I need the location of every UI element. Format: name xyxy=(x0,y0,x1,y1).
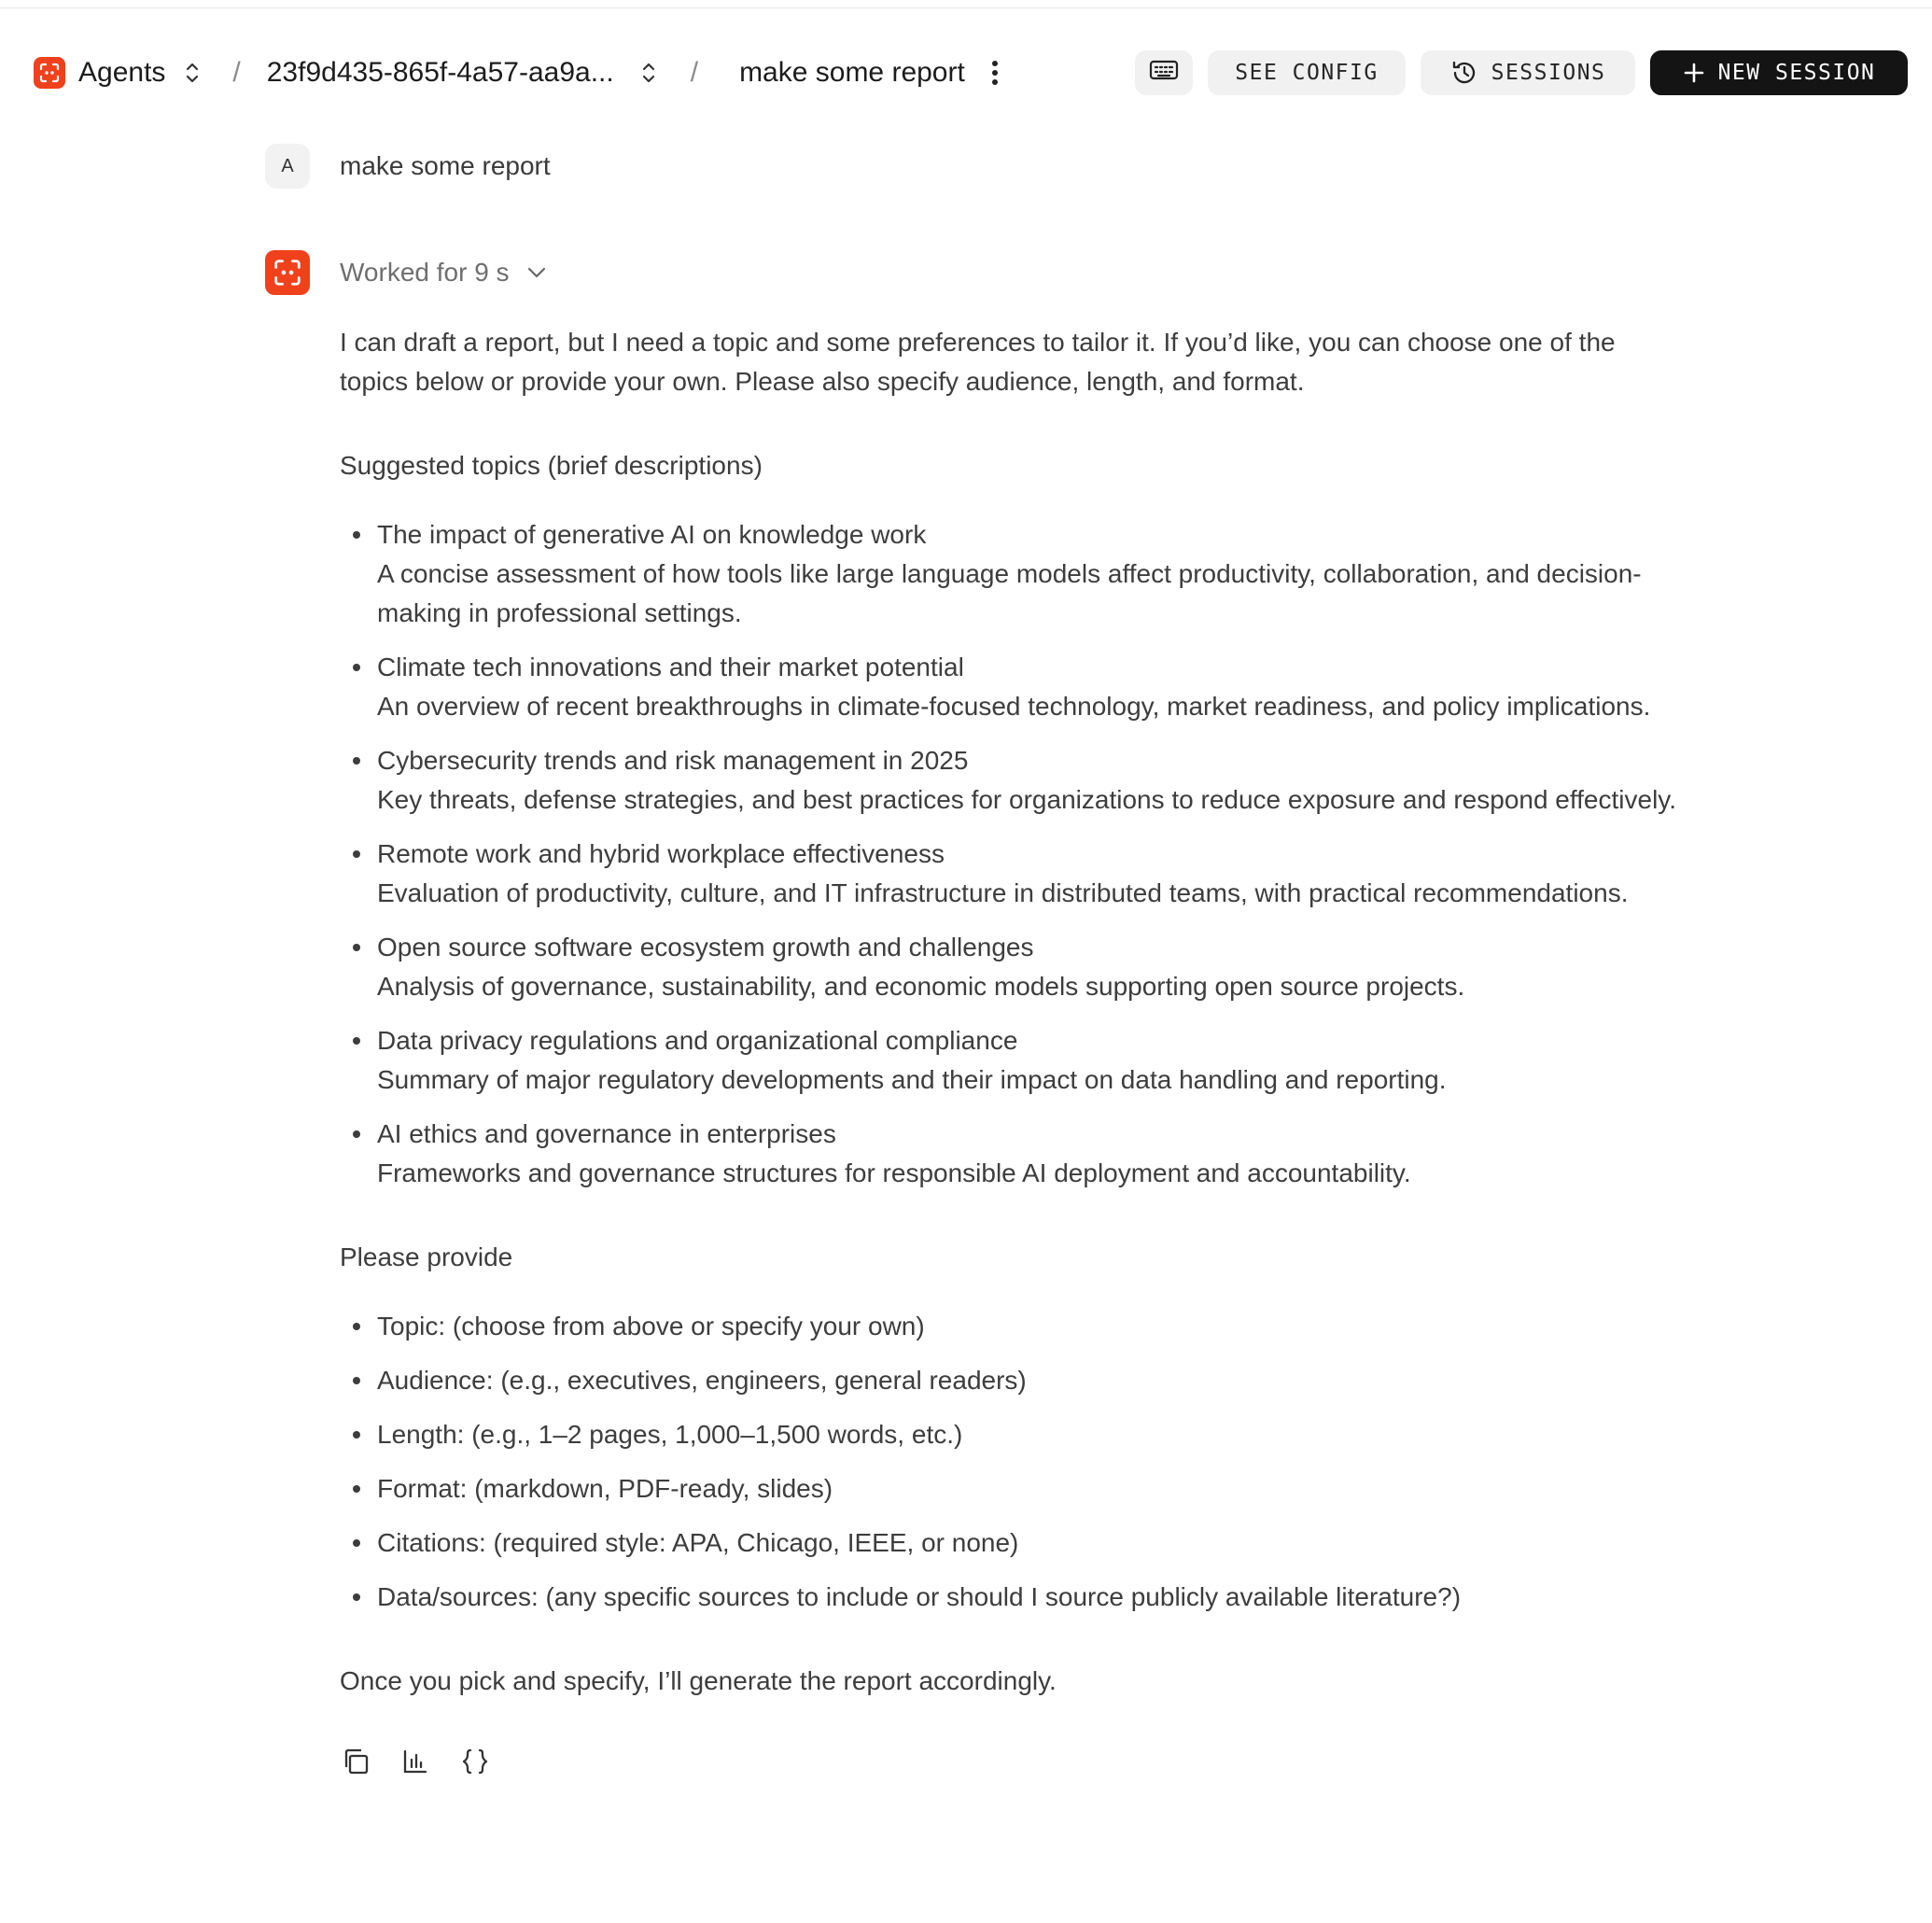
topic-title: Climate tech innovations and their market potential xyxy=(377,653,964,681)
keyboard-icon xyxy=(1149,59,1179,87)
worked-toggle[interactable] xyxy=(340,250,547,295)
see-config-button[interactable] xyxy=(1208,50,1406,95)
chevron-up-down-icon[interactable] xyxy=(178,54,206,91)
user-message: make some report xyxy=(340,151,551,180)
topic-title: Data privacy regulations and organizational compliance xyxy=(377,1026,1018,1055)
list-item: Format: (markdown, PDF-ready, slides) xyxy=(340,1469,1684,1509)
topic-description: A concise assessment of how tools like large language models affect productivity, collaboration, and decision-making in professional settings. xyxy=(377,559,1642,627)
topic-description: Analysis of governance, sustainability, and economic models supporting open source projects. xyxy=(377,972,1465,1001)
list-item xyxy=(340,835,1684,913)
assistant-avatar xyxy=(265,250,310,295)
sessions-button[interactable] xyxy=(1421,50,1635,95)
list-item: Topic: (choose from above or specify your own) xyxy=(340,1307,1684,1346)
top-divider xyxy=(0,7,1932,8)
top-bar xyxy=(0,43,1932,103)
suggested-topics-heading: Suggested topics (brief descriptions) xyxy=(340,451,763,480)
topic-title: AI ethics and governance in enterprises xyxy=(377,1119,836,1148)
header-actions xyxy=(1135,50,1908,95)
list-item: Citations: (required style: APA, Chicago, IEEE, or none) xyxy=(340,1523,1684,1563)
list-item xyxy=(340,515,1684,633)
list-item xyxy=(340,928,1684,1006)
intro-paragraph: I can draft a report, but I need a topic and some preferences to tailor it. If you’d like, you can choose one of the topics below or provide your own. Please also specify audience, length, and format. xyxy=(340,328,1616,396)
list-item xyxy=(340,741,1684,820)
stats-icon[interactable] xyxy=(399,1746,431,1777)
new-session-label: NEW SESSION xyxy=(1717,61,1876,85)
agent-logo-icon xyxy=(273,259,301,287)
sessions-label: SESSIONS xyxy=(1491,61,1606,85)
topic-description: Frameworks and governance structures for responsible AI deployment and accountability. xyxy=(377,1158,1411,1187)
breadcrumb-agents[interactable]: Agents xyxy=(78,57,166,88)
agent-logo-icon xyxy=(34,57,65,89)
breadcrumb-separator: / xyxy=(690,57,699,88)
topic-title: Cybersecurity trends and risk management in 2025 xyxy=(377,746,969,775)
topic-description: Evaluation of productivity, culture, and IT infrastructure in distributed teams, with practical recommendations. xyxy=(377,878,1629,907)
new-session-button[interactable] xyxy=(1650,50,1908,95)
copy-icon[interactable] xyxy=(340,1746,371,1777)
breadcrumb xyxy=(34,43,1004,103)
topic-description: Summary of major regulatory developments and their impact on data handling and reporting. xyxy=(377,1065,1447,1094)
breadcrumb-separator: / xyxy=(232,57,241,88)
topic-description: Key threats, defense strategies, and best practices for organizations to reduce exposure and respond effectively. xyxy=(377,785,1677,814)
list-item xyxy=(340,1115,1684,1193)
breadcrumb-session-title[interactable]: make some report xyxy=(739,57,965,88)
list-item: Data/sources: (any specific sources to include or should I source publicly available literature?) xyxy=(340,1578,1684,1617)
plus-icon xyxy=(1683,62,1705,84)
chevron-up-down-icon[interactable] xyxy=(635,54,663,91)
topics-list xyxy=(340,515,1684,1193)
see-config-label: SEE CONFIG xyxy=(1235,61,1379,85)
assistant-message xyxy=(340,323,1684,1777)
kebab-menu-icon[interactable] xyxy=(986,54,1004,91)
keyboard-shortcuts-button[interactable] xyxy=(1135,50,1193,95)
topic-description: An overview of recent breakthroughs in climate-focused technology, market readiness, and policy implications. xyxy=(377,692,1651,721)
chevron-down-icon xyxy=(526,266,547,279)
user-avatar: A xyxy=(265,144,310,189)
provide-list xyxy=(340,1307,1684,1617)
topic-title: Remote work and hybrid workplace effectiveness xyxy=(377,839,945,868)
outro-paragraph: Once you pick and specify, I’ll generate the report accordingly. xyxy=(340,1666,1057,1695)
json-icon[interactable] xyxy=(459,1746,491,1777)
history-icon xyxy=(1450,59,1478,87)
message-actions xyxy=(340,1746,1684,1777)
worked-label: Worked for 9 s xyxy=(340,258,510,287)
list-item: Audience: (e.g., executives, engineers, general readers) xyxy=(340,1361,1684,1400)
list-item xyxy=(340,1021,1684,1100)
topic-title: The impact of generative AI on knowledge work xyxy=(377,520,927,549)
topic-title: Open source software ecosystem growth and challenges xyxy=(377,933,1034,962)
list-item: Length: (e.g., 1–2 pages, 1,000–1,500 words, etc.) xyxy=(340,1415,1684,1454)
list-item xyxy=(340,648,1684,726)
breadcrumb-agent-id[interactable]: 23f9d435-865f-4a57-aa9a... xyxy=(266,57,614,88)
please-provide-heading: Please provide xyxy=(340,1242,513,1271)
